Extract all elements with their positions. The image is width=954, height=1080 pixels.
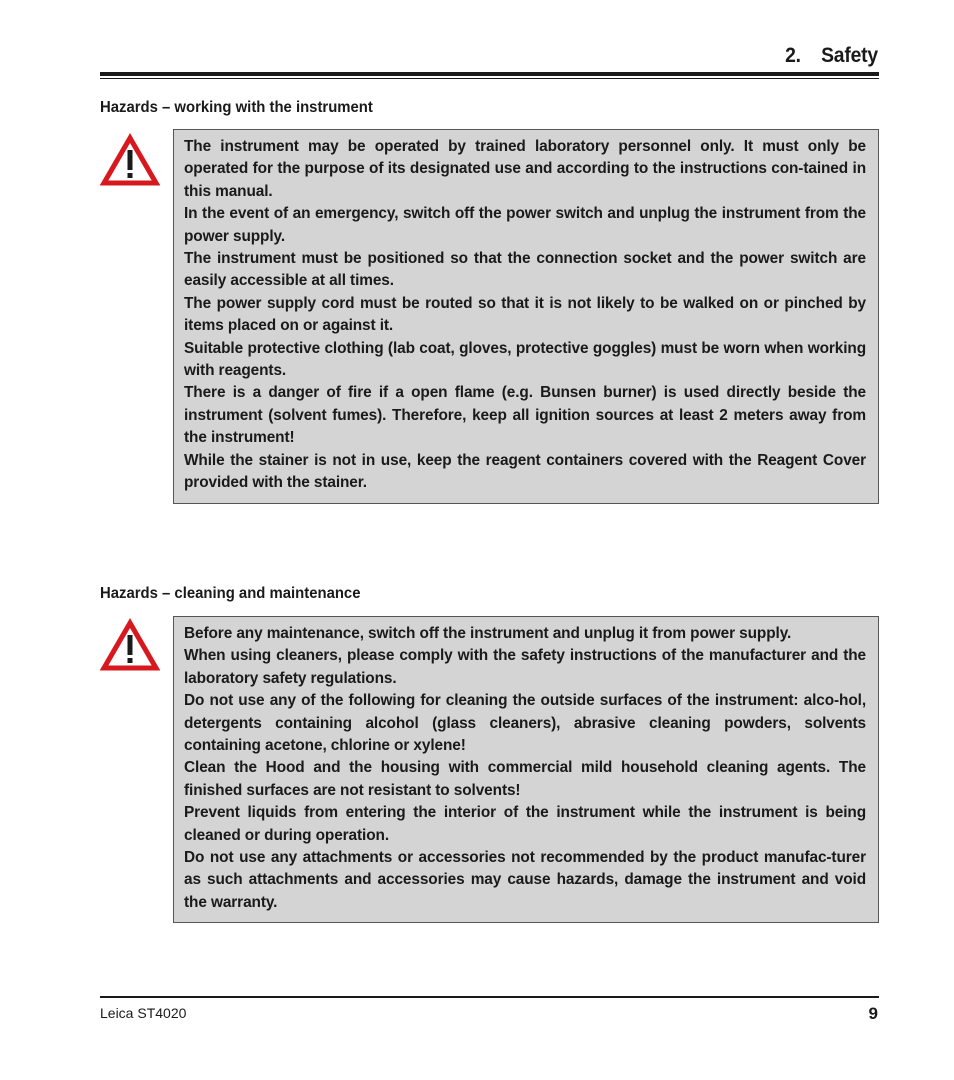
warning-triangle-icon xyxy=(100,618,160,672)
warning-paragraph: The instrument must be positioned so that the connection socket and the power switch are easily accessible at all times. xyxy=(184,250,866,290)
header-rule-thin xyxy=(100,78,879,79)
warning-paragraph: Before any maintenance, switch off the instrument and unplug it from power supply. xyxy=(184,625,792,642)
warning-triangle-icon xyxy=(100,133,160,187)
section-number: 2. xyxy=(785,44,801,67)
warning-box-cleaning xyxy=(173,616,879,923)
warning-paragraph: In the event of an emergency, switch off the power switch and unplug the instrument from the power supply. xyxy=(184,205,866,245)
header-rule-thick xyxy=(100,72,879,76)
section-heading-working: Hazards – working with the instrument xyxy=(100,99,373,116)
warning-paragraph: The instrument may be operated by trained laboratory personnel only. It must only be operated for the purpose of its designated use and according to the instructions con-tained in this manual. xyxy=(184,138,866,200)
warning-paragraph: When using cleaners, please comply with the safety instructions of the manufacturer and the laboratory safety regulations. xyxy=(184,647,866,687)
page-number: 9 xyxy=(868,1004,878,1023)
warning-paragraph: Do not use any attachments or accessories not recommended by the product manufac-turer as such attachments and accessories may cause hazards, damage the instrument and void the warranty. xyxy=(184,849,866,911)
warning-paragraph: The power supply cord must be routed so that it is not likely to be walked on or pinched by items placed on or against it. xyxy=(184,294,866,335)
warning-paragraph: Suitable protective clothing (lab coat, gloves, protective goggles) must be worn when working with reagents. xyxy=(184,339,866,380)
warning-paragraph: Prevent liquids from entering the interior of the instrument while the instrument is being cleaned or during operation. xyxy=(184,804,866,844)
section-heading-cleaning: Hazards – cleaning and maintenance xyxy=(100,585,361,602)
footer-rule xyxy=(100,996,879,998)
warning-paragraph: Clean the Hood and the housing with commercial mild household cleaning agents. The finished surfaces are not resistant to solvents! xyxy=(184,759,866,799)
footer-product-name: Leica ST4020 xyxy=(100,1005,187,1021)
warning-paragraph: Do not use any of the following for cleaning the outside surfaces of the instrument: alco-hol, detergents containing alcohol (glass cleaners), abrasive cleaning powders, solvents containing acetone, chlorine or xylene! xyxy=(184,692,866,755)
warning-paragraph: There is a danger of fire if a open flame (e.g. Bunsen burner) is used directly beside the instrument (solvent fumes). Therefore, keep all ignition sources at least 2 meters away from the instrument! xyxy=(184,384,866,447)
warning-paragraph: While the stainer is not in use, keep the reagent containers covered with the Reagent Cover provided with the stainer. xyxy=(184,451,866,492)
warning-box-working xyxy=(173,129,879,504)
page-section-title xyxy=(785,44,878,68)
section-title: Safety xyxy=(821,44,878,67)
